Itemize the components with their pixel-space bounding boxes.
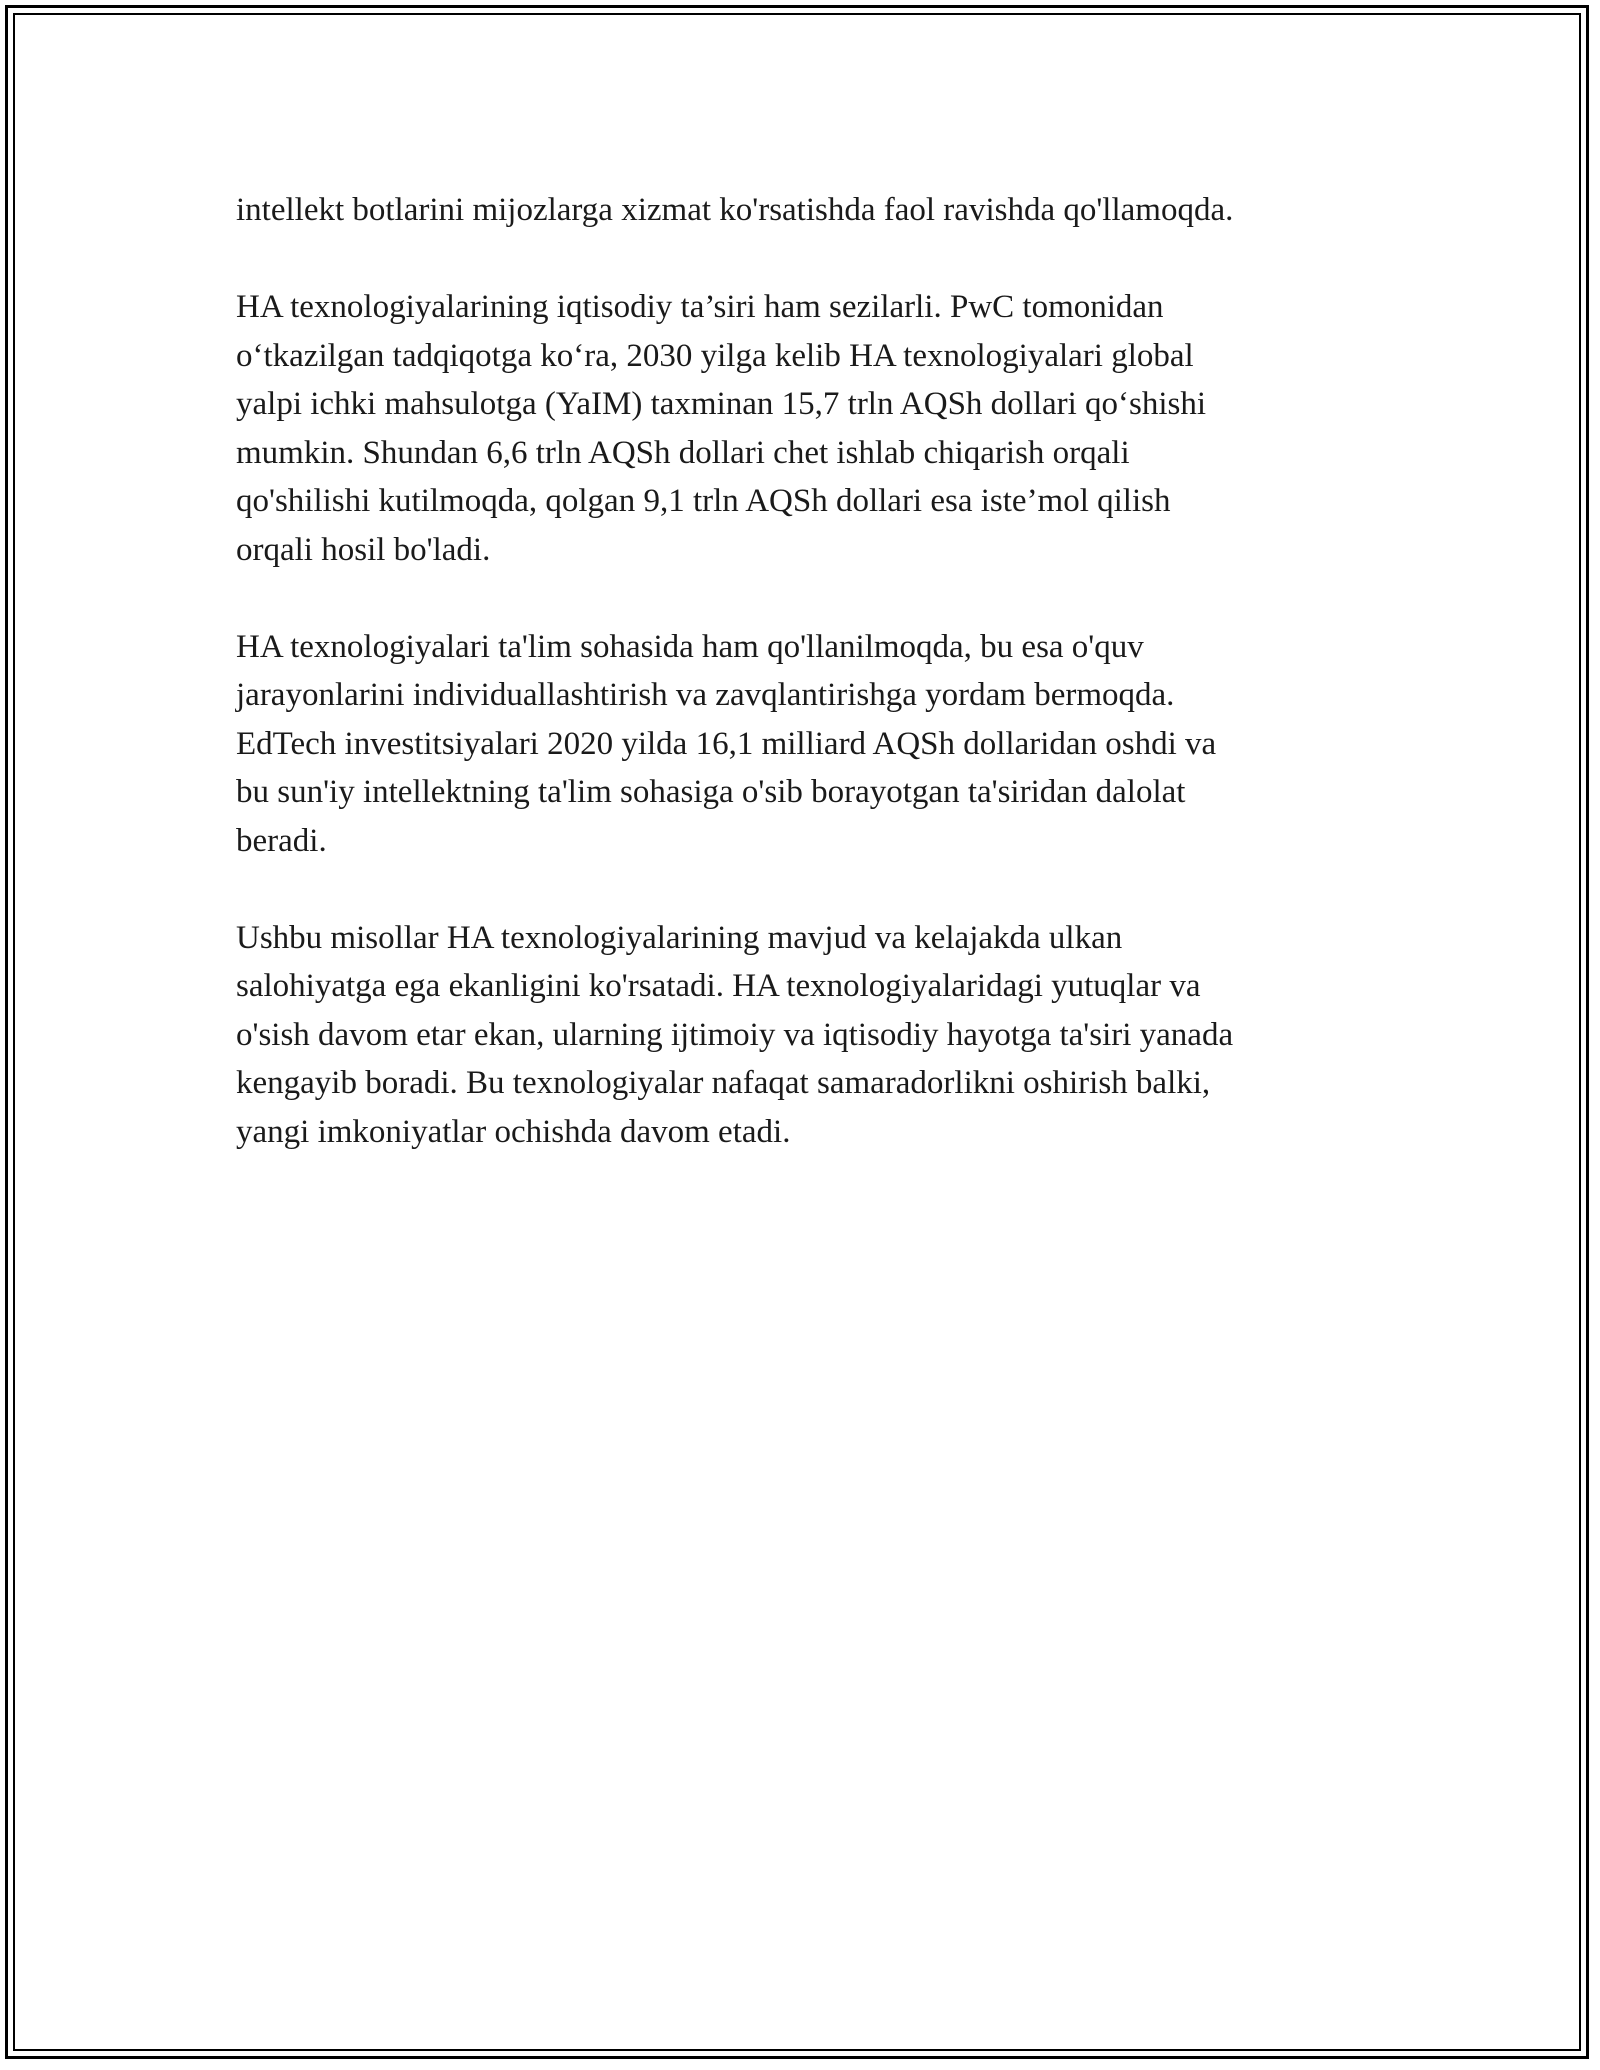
document-body: [236, 186, 1376, 1205]
paragraph-conclusion: Ushbu misollar HA texnologiyalarining mavjud va kelajakda ulkan salohiyatga ega ekanligini ko'rsatadi. HA texnologiyalaridagi yutuqlar va o'sish davom etar ekan, ularning ijtimoiy va iqtisodiy hayotga ta'siri yanada kengayib boradi. Bu texnologiyalar nafaqat samaradorlikni oshirish balki, yangi imkoniyatlar ochishda davom etadi.: [236, 919, 1234, 1150]
paragraph-education: HA texnologiyalari ta'lim sohasida ham qo'llanilmoqda, bu esa o'quv jarayonlarini individuallashtirish va zavqlantirishga yordam bermoqda. EdTech investitsiyalari 2020 yilda 16,1 milliard AQSh dollaridan oshdi va bu sun'iy intellektning ta'lim sohasiga o'sib borayotgan ta'siridan dalolat beradi.: [236, 628, 1217, 859]
paragraph-continuation: intellekt botlarini mijozlarga xizmat ko'rsatishda faol ravishda qo'llamoqda.: [236, 192, 1234, 228]
paragraph-economic-impact: HA texnologiyalarining iqtisodiy ta’siri ham sezilarli. PwC tomonidan o‘tkazilgan tadqiqotga ko‘ra, 2030 yilga kelib HA texnologiyalari global yalpi ichki mahsulotga (YaIM) taxminan 15,7 trln AQSh dollari qo‘shishi mumkin. Shundan 6,6 trln AQSh dollari chet ishlab chiqarish orqali qo'shilishi kutilmoqda, qolgan 9,1 trln AQSh dollari esa iste’mol qilish orqali hosil bo'ladi.: [236, 289, 1207, 568]
